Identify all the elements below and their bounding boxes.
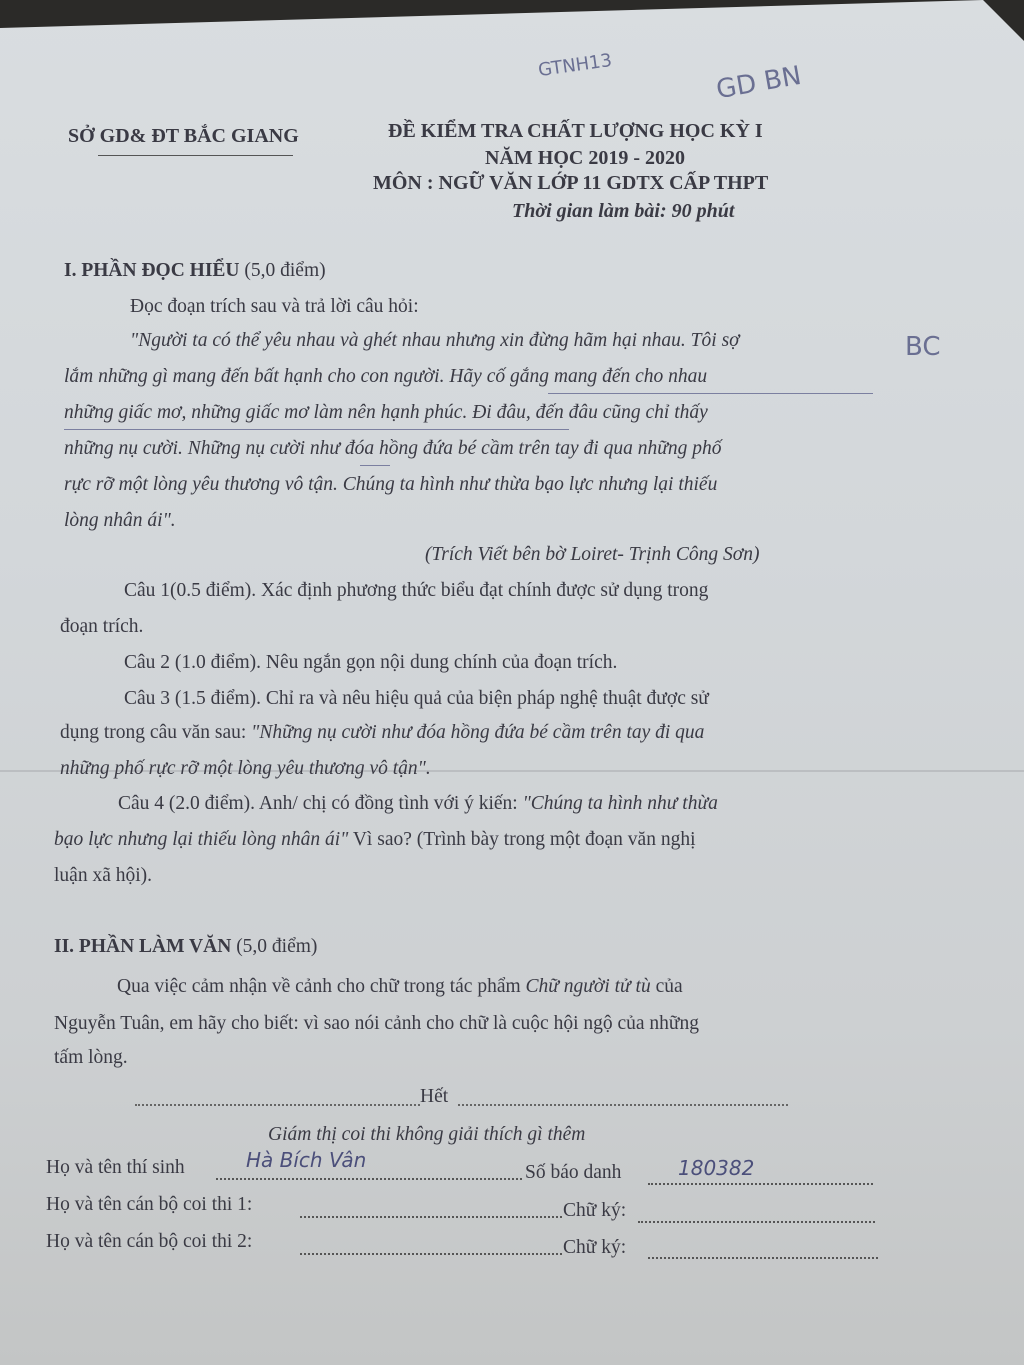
student-name-label: Họ và tên thí sinh [46,1157,185,1178]
question-2: Câu 2 (1.0 điểm). Nêu ngắn gọn nội dung chính của đoạn trích. [124,652,618,673]
handwritten-margin-note: BC [905,332,941,362]
proctor1-label: Họ và tên cán bộ coi thi 1: [46,1194,253,1215]
passage-source: (Trích Viết bên bờ Loiret- Trịnh Công Sơn) [425,544,760,565]
end-dots-left [135,1104,420,1106]
proctor2-signature-label: Chữ ký: [563,1237,627,1258]
question-1: Câu 1(0.5 điểm). Xác định phương thức biểu đạt chính được sử dụng trong [124,580,709,601]
part1-heading: I. PHẦN ĐỌC HIỂU (5,0 điểm) [64,260,326,281]
proctor2-field[interactable] [300,1253,562,1255]
question-3-quote-end: những phố rực rỡ một lòng yêu thương vô tận". [60,758,431,779]
question-3-cont: dụng trong câu văn sau: "Những nụ cười như đóa hồng đứa bé cầm trên tay đi qua [60,722,705,743]
proctor1-signature-field[interactable] [638,1221,875,1223]
sbd-value: 180382 [678,1156,755,1180]
proctor1-signature-label: Chữ ký: [563,1200,627,1221]
passage-line: rực rỡ một lòng yêu thương vô tận. Chúng ta hình như thừa bạo lực nhưng lại thiếu [64,474,718,495]
proctor-note: Giám thị coi thi không giải thích gì thêm [268,1124,586,1145]
exam-title: ĐỀ KIỂM TRA CHẤT LƯỢNG HỌC KỲ I [388,120,763,142]
question-4-cont: luận xã hội). [54,865,153,886]
passage-line: lắm những gì mang đến bất hạnh cho con người. Hãy cố gắng mang đến cho nhau [64,366,708,387]
pen-underline [64,429,569,430]
question-3: Câu 3 (1.5 điểm). Chỉ ra và nêu hiệu quả của biện pháp nghệ thuật được sử [124,688,709,709]
dept-name: SỞ GD& ĐT BẮC GIANG [68,125,299,147]
dept-underline [98,155,293,156]
passage-line: "Người ta có thể yêu nhau và ghét nhau nhưng xin đừng hãm hại nhau. Tôi sợ [130,330,740,351]
handwritten-note-top-right: GD BN [714,60,804,106]
passage-line: những nụ cười. Những nụ cười như đóa hồng đứa bé cầm trên tay đi qua những phố [64,438,722,459]
student-name-field[interactable] [216,1178,522,1180]
essay-prompt-cont: tấm lòng. [54,1047,128,1068]
proctor2-signature-field[interactable] [648,1257,878,1259]
question-1-cont: đoạn trích. [60,616,144,637]
sbd-label: Số báo danh [525,1162,622,1183]
part2-heading: II. PHẦN LÀM VĂN (5,0 điểm) [54,936,318,957]
end-dots-right [458,1104,788,1106]
essay-prompt-cont: Nguyễn Tuân, em hãy cho biết: vì sao nói cảnh cho chữ là cuộc hội ngộ của những [54,1013,700,1034]
part1-instruction: Đọc đoạn trích sau và trả lời câu hỏi: [130,296,419,317]
question-4: Câu 4 (2.0 điểm). Anh/ chị có đồng tình với ý kiến: "Chúng ta hình như thừa [118,793,718,814]
proctor2-label: Họ và tên cán bộ coi thi 2: [46,1231,253,1252]
school-year: NĂM HỌC 2019 - 2020 [485,147,685,169]
passage-line: lòng nhân ái". [64,510,176,531]
question-4-cont: bạo lực nhưng lại thiếu lòng nhân ái" Vì sao? (Trình bày trong một đoạn văn nghị [54,829,696,850]
exam-time: Thời gian làm bài: 90 phút [512,200,735,222]
handwritten-note-top-left: GTNH13 [536,49,614,82]
essay-prompt: Qua việc cảm nhận về cảnh cho chữ trong tác phẩm Chữ người tử tù của [117,976,683,997]
student-name-value: Hà Bích Vân [246,1148,367,1172]
subject: MÔN : NGỮ VĂN LỚP 11 GDTX CẤP THPT [373,172,769,194]
pen-underline [360,465,390,466]
passage-line: những giấc mơ, những giấc mơ làm nên hạnh phúc. Đi đâu, đến đâu cũng chỉ thấy [64,402,708,423]
proctor1-field[interactable] [300,1216,562,1218]
sbd-field[interactable] [648,1183,873,1185]
pen-underline [548,393,873,394]
end-marker: Hết [420,1086,449,1107]
